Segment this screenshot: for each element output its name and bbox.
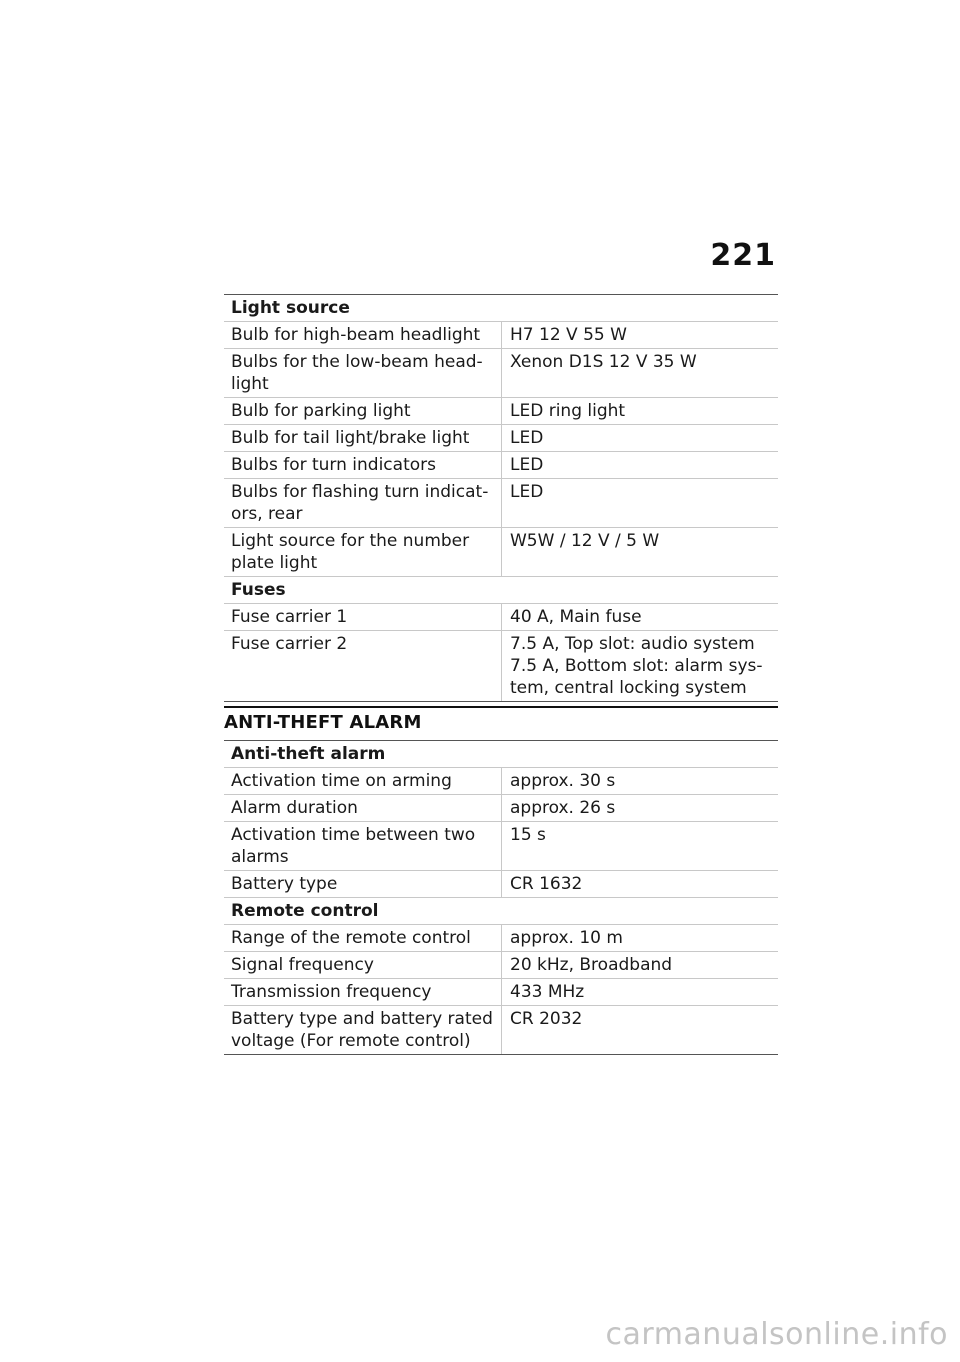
spec-value-line: LED ring light xyxy=(510,401,626,421)
spec-value-cell xyxy=(502,871,779,898)
spec-value-cell xyxy=(502,631,779,702)
spec-value-line: CR 1632 xyxy=(510,874,583,894)
spec-label-cell xyxy=(224,604,502,631)
spec-value-line: LED xyxy=(510,428,544,448)
spec-value-cell xyxy=(502,322,779,349)
section-header-row xyxy=(224,898,778,925)
spec-label-line: Bulb for tail light/brake light xyxy=(231,428,470,448)
spec-value-line: approx. 26 s xyxy=(510,798,616,818)
spec-label-cell xyxy=(224,822,502,871)
spec-value-line: W5W / 12 V / 5 W xyxy=(510,531,660,551)
spec-label-line: Range of the remote control xyxy=(231,928,471,948)
spec-label-cell xyxy=(224,322,502,349)
section-title: Light source xyxy=(224,295,778,322)
watermark-logo: carmanualsonline.info xyxy=(605,1317,948,1352)
spec-value-cell xyxy=(502,528,779,577)
table-row xyxy=(224,528,778,577)
spec-value-cell xyxy=(502,604,779,631)
table-row xyxy=(224,1006,778,1055)
section-title: Fuses xyxy=(224,577,778,604)
table-row xyxy=(224,322,778,349)
spec-value-cell xyxy=(502,952,779,979)
table-row xyxy=(224,952,778,979)
spec-value-cell xyxy=(502,925,779,952)
spec-label-cell xyxy=(224,349,502,398)
spec-label-cell xyxy=(224,952,502,979)
spec-label-cell xyxy=(224,631,502,702)
section-title: Anti-theft alarm xyxy=(224,741,778,768)
table-row xyxy=(224,871,778,898)
spec-label-line: light xyxy=(231,374,269,394)
spec-value-cell xyxy=(502,1006,779,1055)
spec-label-line: Bulbs for turn indicators xyxy=(231,455,436,475)
section-title: Remote control xyxy=(224,898,778,925)
spec-label-line: Bulb for parking light xyxy=(231,401,411,421)
spec-label-line: Bulbs for flashing turn indicat- xyxy=(231,482,489,502)
spec-label-line: Fuse carrier 2 xyxy=(231,634,348,654)
spec-label-cell xyxy=(224,871,502,898)
spec-label-cell xyxy=(224,795,502,822)
spec-value-cell xyxy=(502,979,779,1006)
spec-value-line: 7.5 A, Bottom slot: alarm sys- xyxy=(510,656,763,676)
spec-value-line: tem, central locking system xyxy=(510,678,747,698)
table-row xyxy=(224,349,778,398)
spec-value-cell xyxy=(502,398,779,425)
table-row xyxy=(224,452,778,479)
spec-label-line: Activation time on arming xyxy=(231,771,452,791)
spec-label-cell xyxy=(224,1006,502,1055)
spec-value-cell xyxy=(502,452,779,479)
spec-value-line: LED xyxy=(510,455,544,475)
spec-label-line: ors, rear xyxy=(231,504,303,524)
table-row xyxy=(224,768,778,795)
table-row xyxy=(224,979,778,1006)
spec-label-line: Bulb for high-beam headlight xyxy=(231,325,481,345)
table-row xyxy=(224,795,778,822)
spec-label-cell xyxy=(224,925,502,952)
anti-theft-alarm-heading: ANTI-THEFT ALARM xyxy=(224,706,778,733)
spec-value-line: Xenon D1S 12 V 35 W xyxy=(510,352,697,372)
spec-value-line: 15 s xyxy=(510,825,546,845)
spec-value-cell xyxy=(502,768,779,795)
spec-label-cell xyxy=(224,528,502,577)
spec-label-cell xyxy=(224,479,502,528)
spec-label-cell xyxy=(224,452,502,479)
spec-value-cell xyxy=(502,349,779,398)
spec-value-line: approx. 10 m xyxy=(510,928,623,948)
spec-label-line: Alarm duration xyxy=(231,798,358,818)
spec-value-cell xyxy=(502,795,779,822)
spec-value-line: 20 kHz, Broadband xyxy=(510,955,673,975)
section-header-row xyxy=(224,577,778,604)
spec-value-line: approx. 30 s xyxy=(510,771,616,791)
spec-value-line: 433 MHz xyxy=(510,982,585,1002)
section-header-row xyxy=(224,741,778,768)
spec-label-line: Bulbs for the low-beam head- xyxy=(231,352,483,372)
table-row xyxy=(224,925,778,952)
spec-value-line: 7.5 A, Top slot: audio system xyxy=(510,634,755,654)
table-row xyxy=(224,398,778,425)
table-row xyxy=(224,604,778,631)
spec-label-line: Battery type and battery rated xyxy=(231,1009,493,1029)
spec-label-line: Transmission frequency xyxy=(231,982,432,1002)
spec-label-line: plate light xyxy=(231,553,318,573)
spec-label-line: Fuse carrier 1 xyxy=(231,607,348,627)
spec-value-cell xyxy=(502,822,779,871)
anti-theft-alarm-spec-table xyxy=(224,740,778,1055)
spec-value-line: H7 12 V 55 W xyxy=(510,325,627,345)
spec-value-cell xyxy=(502,479,779,528)
page-number: 221 xyxy=(710,238,776,273)
table-row xyxy=(224,631,778,702)
spec-label-line: voltage (For remote control) xyxy=(231,1031,471,1051)
spec-label-line: Activation time between two xyxy=(231,825,476,845)
spec-value-line: 40 A, Main fuse xyxy=(510,607,642,627)
table-row xyxy=(224,479,778,528)
spec-label-cell xyxy=(224,425,502,452)
spec-label-cell xyxy=(224,768,502,795)
spec-label-line: Light source for the number xyxy=(231,531,470,551)
spec-label-cell xyxy=(224,398,502,425)
spec-value-cell xyxy=(502,425,779,452)
table-row xyxy=(224,822,778,871)
section-header-row xyxy=(224,295,778,322)
lights-fuses-spec-table xyxy=(224,294,778,702)
spec-label-cell xyxy=(224,979,502,1006)
spec-value-line: CR 2032 xyxy=(510,1009,583,1029)
spec-value-line: LED xyxy=(510,482,544,502)
spec-label-line: Signal frequency xyxy=(231,955,374,975)
table-row xyxy=(224,425,778,452)
spec-label-line: Battery type xyxy=(231,874,338,894)
spec-label-line: alarms xyxy=(231,847,289,867)
